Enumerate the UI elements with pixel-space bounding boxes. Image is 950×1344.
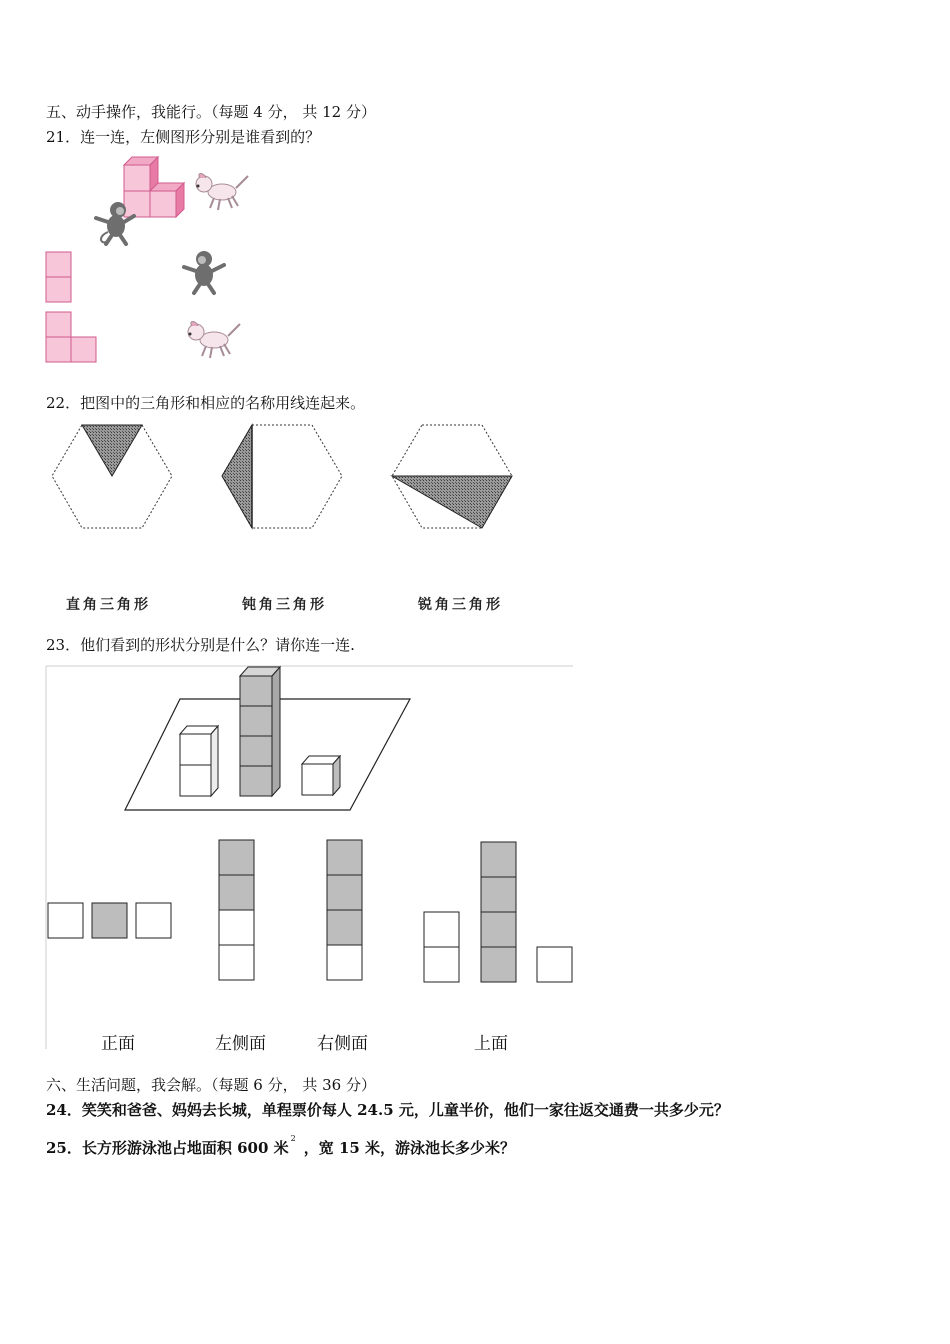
hexagon-3 [392, 425, 512, 528]
question-22: 22．把图中的三角形和相应的名称用线连起来。 [46, 394, 366, 412]
view-top [423, 841, 575, 983]
single-white-cube [302, 756, 340, 795]
triangle-hexagon-diagrams [0, 420, 560, 536]
label-top: 上面 [474, 1034, 508, 1054]
two-square-column [45, 251, 73, 303]
hexagon-2 [222, 425, 342, 528]
section-6-heading: 六、生活问题，我会解。（每题 6 分， 共 36 分） [46, 1076, 376, 1094]
monkey-icon [92, 200, 138, 246]
question-23: 23．他们看到的形状分别是什么？请你连一连. [46, 636, 355, 654]
label-front: 正面 [101, 1034, 135, 1054]
hexagon-1 [52, 425, 172, 528]
label-left-side: 左侧面 [215, 1034, 266, 1054]
label-obtuse-triangle: 钝角三角形 [242, 597, 327, 613]
section-5-heading: 五、动手操作，我能行。（每题 4 分， 共 12 分） [46, 103, 376, 121]
square-superscript: 2 [290, 1134, 296, 1143]
monkey-icon-small [182, 249, 228, 295]
view-front [47, 902, 173, 940]
question-21: 21．连一连，左侧图形分别是谁看到的？ [46, 128, 321, 146]
dog-icon [190, 170, 250, 214]
stack-two-white [180, 726, 218, 796]
label-acute-triangle: 锐角三角形 [418, 597, 503, 613]
question-25-text-before: 25．长方形游泳池占地面积 600 米 [46, 1139, 289, 1157]
question-25 [46, 1134, 516, 1161]
view-left [218, 839, 256, 981]
view-right [326, 839, 364, 981]
stack-four-gray [240, 667, 280, 796]
question-24: 24．笑笑和爸爸、妈妈去长城，单程票价每人 24.5 元，儿童半价，他们一家往返交通费一共多少元？ [46, 1101, 729, 1119]
label-right-side: 右侧面 [317, 1034, 368, 1054]
dog-icon-small [182, 318, 242, 362]
label-right-triangle: 直角三角形 [66, 597, 151, 613]
question-25-text-after: ，宽 15 米，游泳池长多少米？ [303, 1139, 516, 1157]
l-shape-three-squares [45, 311, 99, 363]
q23-cube-scene [120, 664, 420, 816]
